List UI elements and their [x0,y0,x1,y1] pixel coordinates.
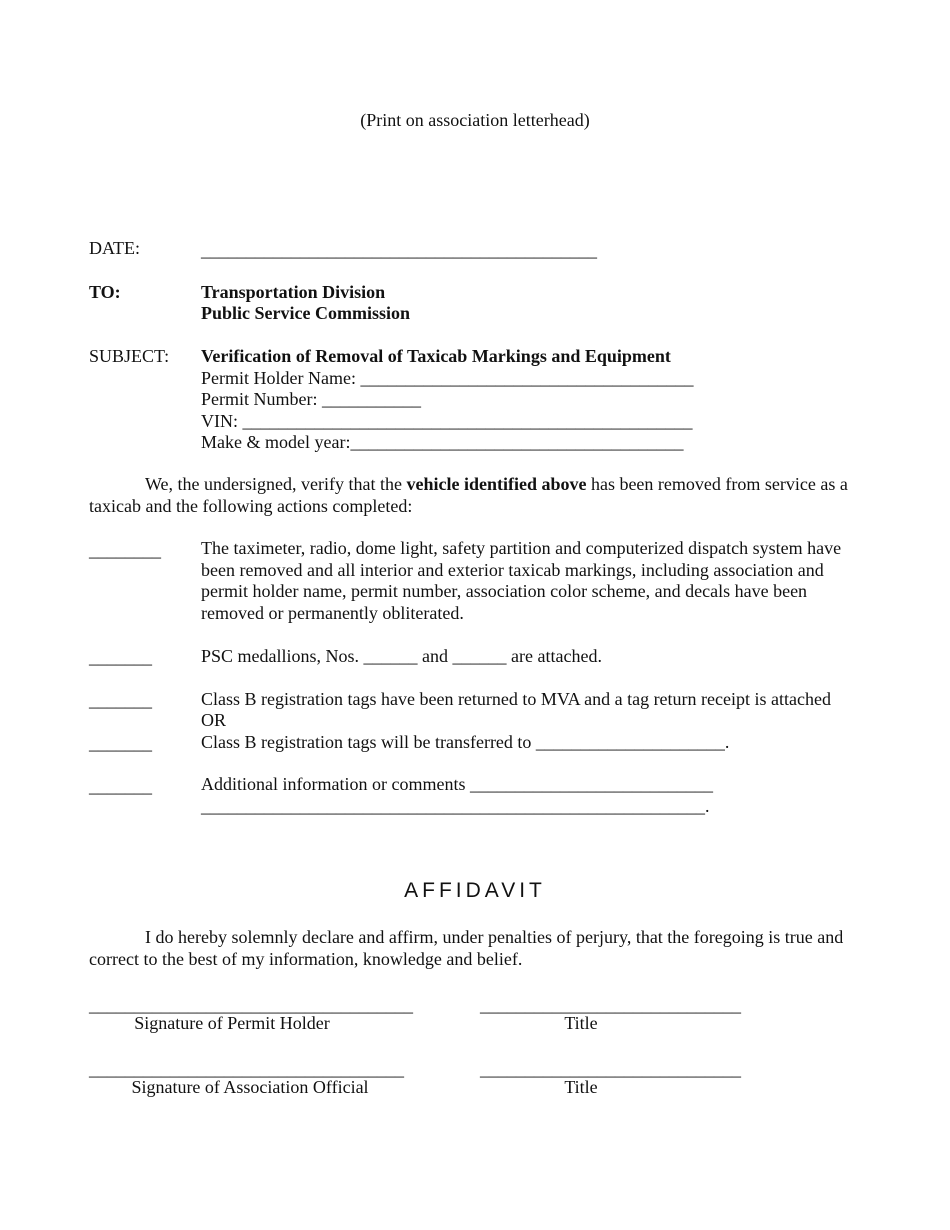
checklist-blank-4[interactable]: _______ [89,733,152,753]
signature-permit-holder-line[interactable]: ____________________________________ [89,995,413,1015]
checklist-blank-3[interactable]: _______ [89,690,152,710]
intro-text-end: has been removed from service as a taxicab and the following actions completed: [89,474,848,516]
signature-association-official-label: Signature of Association Official [131,1077,369,1097]
checklist-item-4: Class B registration tags will be transferred to _____________________. [201,732,730,752]
subject-label: SUBJECT: [89,346,170,366]
affidavit-heading: AFFIDAVIT [404,879,546,902]
signature-association-official-line[interactable]: ___________________________________ [89,1059,404,1079]
intro-text-start: We, the undersigned, verify that the [145,474,407,494]
permit-holder-field[interactable]: Permit Holder Name: _____________________________________ [201,368,694,388]
checklist-item-2: PSC medallions, Nos. ______ and ______ are attached. [201,646,602,666]
subject-title: Verification of Removal of Taxicab Markings and Equipment [201,346,671,366]
signature-permit-holder-label: Signature of Permit Holder [134,1013,330,1033]
checklist-blank-2[interactable]: _______ [89,647,152,667]
title-2-line[interactable]: _____________________________ [480,1059,741,1079]
checklist-item-5: Additional information or comments ___________________________ [201,774,713,794]
date-label: DATE: [89,238,140,258]
checklist-item-1: The taximeter, radio, dome light, safety partition and computerized dispatch system have been removed and all interior and exterior taxicab markings, including association and permit holder name, permit number, association color scheme, and decals have been removed or permanently obliterated. [201,538,842,623]
affidavit-text: I do hereby solemnly declare and affirm, under penalties of perjury, that the foregoing is true and correct to the best of my information, knowledge and belief. [89,927,844,969]
vin-field[interactable]: VIN: __________________________________________________ [201,411,693,431]
to-line-2: Public Service Commission [201,303,410,323]
to-line-1: Transportation Division [201,282,386,302]
intro-paragraph [89,474,859,517]
checklist-blank-1[interactable]: ________ [89,540,161,560]
title-1-line[interactable]: _____________________________ [480,995,741,1015]
make-model-field[interactable]: Make & model year:_____________________________________ [201,432,684,452]
checklist-item-5-continuation[interactable]: ________________________________________________________. [201,796,710,816]
intro-text-bold: vehicle identified above [406,474,587,494]
checklist-item-3: Class B registration tags have been returned to MVA and a tag return receipt is attached [201,689,831,709]
checklist-or: OR [201,710,227,730]
to-label: TO: [89,282,121,302]
title-1-label: Title [564,1013,598,1033]
letterhead-note: (Print on association letterhead) [360,110,590,130]
checklist-blank-5[interactable]: _______ [89,776,152,796]
title-2-label: Title [564,1077,598,1097]
permit-number-field[interactable]: Permit Number: ___________ [201,389,421,409]
date-field[interactable]: ____________________________________________ [201,240,597,260]
